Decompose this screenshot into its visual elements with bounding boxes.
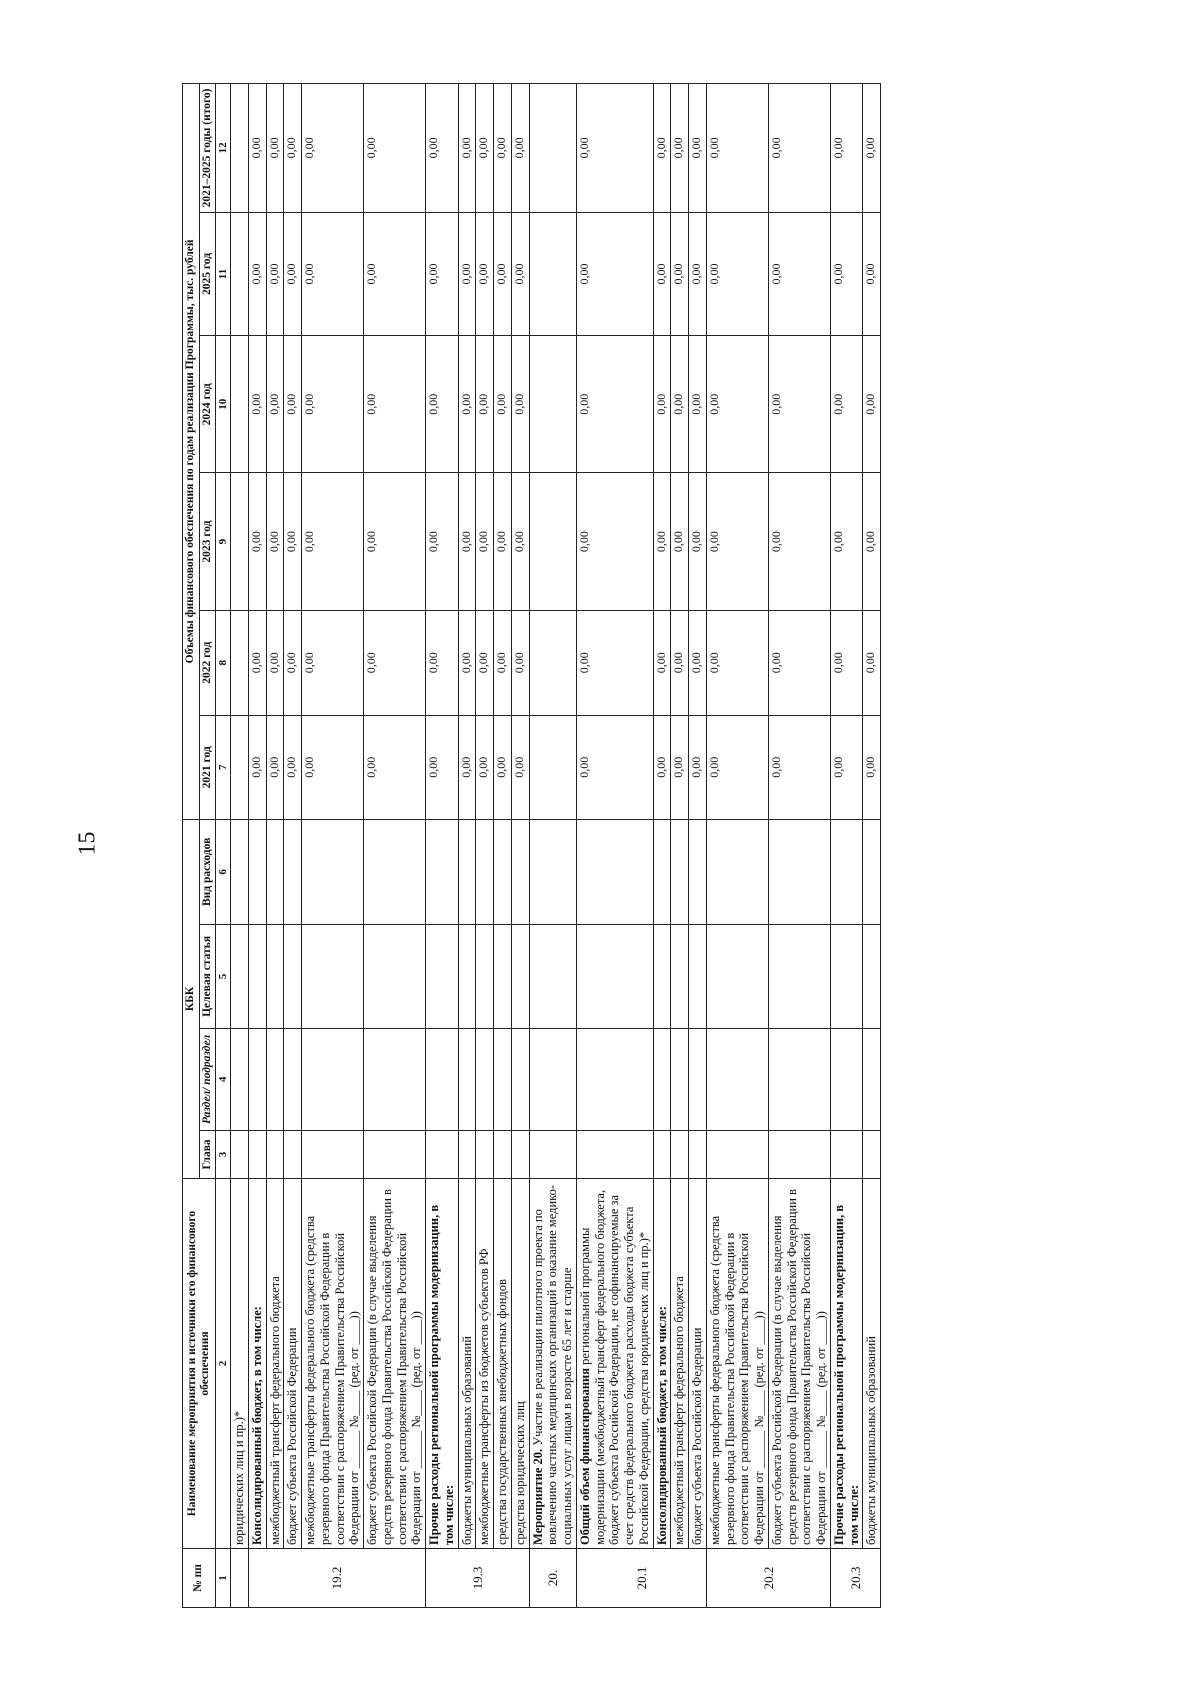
- kbk-cell: [284, 1130, 302, 1178]
- value-cell: 0,00: [458, 84, 476, 213]
- value-cell: [529, 212, 576, 335]
- kbk-cell: [494, 1028, 512, 1130]
- value-cell: 0,00: [426, 715, 459, 819]
- value-cell: 0,00: [458, 473, 476, 610]
- column-index-cell: 12: [216, 84, 231, 213]
- header-total: 2021–2025 годы (итого): [199, 84, 216, 213]
- value-cell: 0,00: [830, 715, 863, 819]
- kbk-cell: [863, 1130, 881, 1178]
- kbk-cell: [830, 1028, 863, 1130]
- header-tselevaya: Целевая статья: [199, 924, 216, 1028]
- kbk-cell: [494, 924, 512, 1028]
- kbk-cell: [653, 924, 671, 1028]
- column-index-cell: 9: [216, 473, 231, 610]
- value-cell: [231, 715, 249, 819]
- table-row: [671, 84, 689, 1608]
- value-cell: 0,00: [364, 473, 426, 610]
- value-cell: 0,00: [830, 212, 863, 335]
- value-cell: 0,00: [248, 212, 266, 335]
- kbk-cell: [266, 819, 284, 924]
- value-cell: 0,00: [426, 610, 459, 715]
- kbk-cell: [266, 1028, 284, 1130]
- column-index-cell: 7: [216, 715, 231, 819]
- kbk-cell: [671, 1130, 689, 1178]
- value-cell: 0,00: [706, 212, 768, 335]
- table-body: [231, 84, 881, 1608]
- kbk-cell: [231, 1028, 249, 1130]
- kbk-cell: [458, 924, 476, 1028]
- kbk-cell: [576, 1130, 653, 1178]
- value-cell: [231, 84, 249, 213]
- kbk-cell: [266, 924, 284, 1028]
- header-volumes: Объемы финансового обеспечения по годам реализации Программы, тыс. рублей: [183, 84, 200, 820]
- kbk-cell: [364, 819, 426, 924]
- value-cell: 0,00: [653, 84, 671, 213]
- value-cell: [529, 610, 576, 715]
- value-cell: [529, 715, 576, 819]
- kbk-cell: [689, 924, 707, 1028]
- value-cell: 0,00: [284, 336, 302, 473]
- value-cell: 0,00: [476, 715, 494, 819]
- kbk-cell: [689, 819, 707, 924]
- value-cell: 0,00: [511, 473, 529, 610]
- table-row: [476, 84, 494, 1608]
- value-cell: 0,00: [830, 336, 863, 473]
- value-cell: 0,00: [284, 212, 302, 335]
- value-cell: 0,00: [576, 715, 653, 819]
- kbk-cell: [511, 819, 529, 924]
- row-name: Консолидированный бюджет, в том числе:: [653, 1179, 671, 1549]
- value-cell: [231, 473, 249, 610]
- row-number: 19.2: [248, 1549, 425, 1608]
- kbk-cell: [863, 819, 881, 924]
- value-cell: 0,00: [302, 610, 364, 715]
- value-cell: 0,00: [302, 84, 364, 213]
- value-cell: 0,00: [248, 84, 266, 213]
- header-2023: 2023 год: [199, 473, 216, 610]
- header-2025: 2025 год: [199, 212, 216, 335]
- header-num: № пп: [183, 1549, 216, 1608]
- value-cell: 0,00: [768, 212, 830, 335]
- kbk-cell: [458, 1028, 476, 1130]
- kbk-cell: [231, 1130, 249, 1178]
- rotated-page: [182, 83, 1082, 1608]
- row-name: межбюджетные трансферты федерального бюджета (средства резервного фонда Правительства Российской Федерации в соответствии с распоряжением Правительства Российской Федерации от ______ №____ (ред. от ____)): [706, 1179, 768, 1549]
- table-row: [689, 84, 707, 1608]
- kbk-cell: [529, 924, 576, 1028]
- table-row: [248, 84, 266, 1608]
- value-cell: 0,00: [266, 473, 284, 610]
- row-name: юридических лиц и пр.)*: [231, 1179, 249, 1549]
- table-row: [529, 84, 576, 1608]
- kbk-cell: [458, 819, 476, 924]
- kbk-cell: [576, 1028, 653, 1130]
- kbk-cell: [476, 1130, 494, 1178]
- table-row: [302, 84, 364, 1608]
- kbk-cell: [529, 1028, 576, 1130]
- column-index-cell: 4: [216, 1028, 231, 1130]
- kbk-cell: [830, 819, 863, 924]
- row-name: бюджеты муниципальных образований: [863, 1179, 881, 1549]
- value-cell: 0,00: [248, 610, 266, 715]
- kbk-cell: [511, 1028, 529, 1130]
- value-cell: 0,00: [653, 610, 671, 715]
- header-2024: 2024 год: [199, 336, 216, 473]
- row-name: средства государственных внебюджетных фондов: [494, 1179, 512, 1549]
- kbk-cell: [671, 924, 689, 1028]
- value-cell: 0,00: [302, 715, 364, 819]
- value-cell: 0,00: [671, 84, 689, 213]
- value-cell: 0,00: [689, 336, 707, 473]
- row-name: бюджет субъекта Российской Федерации (в случае выделения средств резервного фонда Правительства Российской Федерации в соответствии с распоряжением Правительства Российской Федерации от ______ №____ (ред. от ____)): [768, 1179, 830, 1549]
- value-cell: 0,00: [458, 212, 476, 335]
- value-cell: [529, 336, 576, 473]
- value-cell: 0,00: [494, 610, 512, 715]
- value-cell: 0,00: [302, 336, 364, 473]
- value-cell: 0,00: [426, 336, 459, 473]
- value-cell: 0,00: [266, 610, 284, 715]
- header-kbk: КБК: [183, 819, 200, 1178]
- value-cell: 0,00: [364, 336, 426, 473]
- value-cell: 0,00: [284, 715, 302, 819]
- value-cell: [529, 84, 576, 213]
- value-cell: 0,00: [302, 212, 364, 335]
- row-name: бюджет субъекта Российской Федерации: [284, 1179, 302, 1549]
- value-cell: 0,00: [476, 473, 494, 610]
- row-name: Общий объем финансирования региональной программы модернизации (межбюджетный трансферт федерального бюджета, бюджет субъекта Российской Федерации, не софинансируемые за счет средств федерального бюджета расходы бюджета субъекта Российской Федерации, средства юридических лиц и пр.)*: [576, 1179, 653, 1549]
- kbk-cell: [364, 1130, 426, 1178]
- kbk-cell: [653, 1028, 671, 1130]
- value-cell: 0,00: [706, 84, 768, 213]
- header-razdel: Раздел/ подраздел: [199, 1028, 216, 1130]
- table-row: [768, 84, 830, 1608]
- kbk-cell: [494, 1130, 512, 1178]
- row-name: Консолидированный бюджет, в том числе:: [248, 1179, 266, 1549]
- kbk-cell: [830, 1130, 863, 1178]
- kbk-cell: [302, 924, 364, 1028]
- value-cell: 0,00: [511, 610, 529, 715]
- kbk-cell: [426, 1130, 459, 1178]
- row-name: Мероприятие 20. Участие в реализации пилотного проекта по вовлечению частных медицинских организаций в оказание медико-социальных услуг лицам в возрасте 65 лет и старше: [529, 1179, 576, 1549]
- value-cell: [231, 212, 249, 335]
- column-index-cell: 5: [216, 924, 231, 1028]
- value-cell: 0,00: [576, 473, 653, 610]
- value-cell: 0,00: [266, 336, 284, 473]
- table-row: [364, 84, 426, 1608]
- header-2022: 2022 год: [199, 610, 216, 715]
- value-cell: 0,00: [511, 715, 529, 819]
- kbk-cell: [248, 1028, 266, 1130]
- value-cell: 0,00: [494, 715, 512, 819]
- value-cell: 0,00: [458, 610, 476, 715]
- value-cell: 0,00: [689, 473, 707, 610]
- kbk-cell: [231, 819, 249, 924]
- value-cell: 0,00: [768, 610, 830, 715]
- kbk-cell: [511, 924, 529, 1028]
- kbk-cell: [458, 1130, 476, 1178]
- value-cell: 0,00: [494, 473, 512, 610]
- value-cell: 0,00: [863, 336, 881, 473]
- kbk-cell: [426, 924, 459, 1028]
- kbk-cell: [706, 1028, 768, 1130]
- value-cell: 0,00: [689, 610, 707, 715]
- column-index-cell: 2: [216, 1179, 231, 1549]
- row-name: межбюджетные трансферты из бюджетов субъектов РФ: [476, 1179, 494, 1549]
- value-cell: 0,00: [476, 212, 494, 335]
- row-number: 20.2: [706, 1549, 830, 1608]
- kbk-cell: [302, 1130, 364, 1178]
- row-name: межбюджетные трансферты федерального бюджета (средства резервного фонда Правительства Российской Федерации в соответствии с распоряжением Правительства Российской Федерации от ______ №____ (ред. от ____)): [302, 1179, 364, 1549]
- value-cell: 0,00: [706, 336, 768, 473]
- value-cell: 0,00: [476, 610, 494, 715]
- value-cell: 0,00: [511, 336, 529, 473]
- kbk-cell: [494, 819, 512, 924]
- value-cell: 0,00: [364, 610, 426, 715]
- kbk-cell: [248, 819, 266, 924]
- value-cell: 0,00: [248, 715, 266, 819]
- table-row: [706, 84, 768, 1608]
- value-cell: 0,00: [426, 212, 459, 335]
- row-name: межбюджетный трансферт федерального бюджета: [671, 1179, 689, 1549]
- kbk-cell: [364, 924, 426, 1028]
- value-cell: 0,00: [671, 212, 689, 335]
- value-cell: 0,00: [768, 473, 830, 610]
- column-index-cell: 11: [216, 212, 231, 335]
- value-cell: 0,00: [689, 84, 707, 213]
- value-cell: 0,00: [671, 336, 689, 473]
- value-cell: 0,00: [830, 473, 863, 610]
- header-glava: Глава: [199, 1130, 216, 1178]
- table-row: [653, 84, 671, 1608]
- row-number: 20.3: [830, 1549, 880, 1608]
- value-cell: 0,00: [653, 336, 671, 473]
- value-cell: 0,00: [266, 212, 284, 335]
- value-cell: 0,00: [364, 715, 426, 819]
- row-number: 20.1: [576, 1549, 706, 1608]
- column-index-cell: 10: [216, 336, 231, 473]
- value-cell: 0,00: [511, 212, 529, 335]
- table-row: [458, 84, 476, 1608]
- kbk-cell: [248, 924, 266, 1028]
- value-cell: 0,00: [266, 84, 284, 213]
- kbk-cell: [476, 1028, 494, 1130]
- kbk-cell: [653, 1130, 671, 1178]
- value-cell: 0,00: [576, 212, 653, 335]
- kbk-cell: [768, 1028, 830, 1130]
- value-cell: 0,00: [458, 336, 476, 473]
- row-name: межбюджетный трансферт федерального бюджета: [266, 1179, 284, 1549]
- value-cell: 0,00: [576, 336, 653, 473]
- value-cell: 0,00: [706, 473, 768, 610]
- row-number: 19.3: [426, 1549, 530, 1608]
- value-cell: 0,00: [458, 715, 476, 819]
- kbk-cell: [768, 924, 830, 1028]
- kbk-cell: [653, 819, 671, 924]
- value-cell: 0,00: [671, 610, 689, 715]
- row-name: бюджеты муниципальных образований: [458, 1179, 476, 1549]
- kbk-cell: [284, 1028, 302, 1130]
- value-cell: 0,00: [494, 84, 512, 213]
- kbk-cell: [706, 924, 768, 1028]
- value-cell: 0,00: [476, 84, 494, 213]
- kbk-cell: [671, 819, 689, 924]
- kbk-cell: [476, 819, 494, 924]
- value-cell: [529, 473, 576, 610]
- value-cell: 0,00: [830, 84, 863, 213]
- value-cell: 0,00: [426, 84, 459, 213]
- column-index-cell: 3: [216, 1130, 231, 1178]
- value-cell: 0,00: [266, 715, 284, 819]
- kbk-cell: [863, 924, 881, 1028]
- value-cell: 0,00: [863, 473, 881, 610]
- value-cell: 0,00: [863, 610, 881, 715]
- kbk-cell: [284, 924, 302, 1028]
- value-cell: 0,00: [576, 84, 653, 213]
- kbk-cell: [706, 1130, 768, 1178]
- value-cell: 0,00: [671, 473, 689, 610]
- kbk-cell: [671, 1028, 689, 1130]
- kbk-cell: [529, 819, 576, 924]
- kbk-cell: [529, 1130, 576, 1178]
- value-cell: 0,00: [653, 212, 671, 335]
- value-cell: 0,00: [863, 715, 881, 819]
- value-cell: 0,00: [689, 212, 707, 335]
- kbk-cell: [576, 819, 653, 924]
- value-cell: 0,00: [364, 84, 426, 213]
- kbk-cell: [248, 1130, 266, 1178]
- table-row: [284, 84, 302, 1608]
- value-cell: 0,00: [863, 212, 881, 335]
- value-cell: 0,00: [768, 715, 830, 819]
- value-cell: 0,00: [576, 610, 653, 715]
- value-cell: 0,00: [863, 84, 881, 213]
- row-number: 20.: [529, 1549, 576, 1608]
- row-name: бюджет субъекта Российской Федерации (в случае выделения средств резервного фонда Правительства Российской Федерации в соответствии с распоряжением Правительства Российской Федерации от ______ №____ (ред. от ____)): [364, 1179, 426, 1549]
- table-row: [863, 84, 881, 1608]
- table-row: [576, 84, 653, 1608]
- kbk-cell: [266, 1130, 284, 1178]
- kbk-cell: [830, 924, 863, 1028]
- row-name: средства юридических лиц: [511, 1179, 529, 1549]
- table-row: [426, 84, 459, 1608]
- header-name: Наименование мероприятия и источники его финансового обеспечения: [183, 1179, 216, 1549]
- table-row: [231, 84, 249, 1608]
- row-name: Прочие расходы региональной программы модернизации, в том числе:: [830, 1179, 863, 1549]
- header-2021: 2021 год: [199, 715, 216, 819]
- table-row: [511, 84, 529, 1608]
- value-cell: 0,00: [494, 336, 512, 473]
- value-cell: 0,00: [671, 715, 689, 819]
- financing-table: [182, 83, 881, 1608]
- value-cell: 0,00: [426, 473, 459, 610]
- column-index-row: [216, 84, 231, 1608]
- row-name: бюджет субъекта Российской Федерации: [689, 1179, 707, 1549]
- value-cell: 0,00: [248, 473, 266, 610]
- value-cell: 0,00: [653, 715, 671, 819]
- kbk-cell: [476, 924, 494, 1028]
- table-row: [494, 84, 512, 1608]
- kbk-cell: [689, 1028, 707, 1130]
- kbk-cell: [511, 1130, 529, 1178]
- value-cell: 0,00: [511, 84, 529, 213]
- value-cell: 0,00: [768, 336, 830, 473]
- value-cell: 0,00: [284, 473, 302, 610]
- kbk-cell: [706, 819, 768, 924]
- row-name: Прочие расходы региональной программы модернизации, в том числе:: [426, 1179, 459, 1549]
- value-cell: [231, 610, 249, 715]
- value-cell: 0,00: [706, 715, 768, 819]
- kbk-cell: [302, 819, 364, 924]
- table-row: [830, 84, 863, 1608]
- value-cell: 0,00: [653, 473, 671, 610]
- kbk-cell: [768, 819, 830, 924]
- column-index-cell: 8: [216, 610, 231, 715]
- value-cell: 0,00: [706, 610, 768, 715]
- kbk-cell: [231, 924, 249, 1028]
- value-cell: 0,00: [476, 336, 494, 473]
- column-index-cell: 1: [216, 1549, 231, 1608]
- kbk-cell: [302, 1028, 364, 1130]
- kbk-cell: [284, 819, 302, 924]
- value-cell: 0,00: [248, 336, 266, 473]
- kbk-cell: [426, 819, 459, 924]
- kbk-cell: [863, 1028, 881, 1130]
- header-vid: Вид расходов: [199, 819, 216, 924]
- value-cell: 0,00: [364, 212, 426, 335]
- column-index-cell: 6: [216, 819, 231, 924]
- value-cell: [231, 336, 249, 473]
- kbk-cell: [768, 1130, 830, 1178]
- page-number: 15: [74, 831, 101, 856]
- kbk-cell: [576, 924, 653, 1028]
- value-cell: 0,00: [284, 610, 302, 715]
- value-cell: 0,00: [830, 610, 863, 715]
- table-row: [266, 84, 284, 1608]
- kbk-cell: [426, 1028, 459, 1130]
- value-cell: 0,00: [494, 212, 512, 335]
- value-cell: 0,00: [302, 473, 364, 610]
- value-cell: 0,00: [768, 84, 830, 213]
- kbk-cell: [364, 1028, 426, 1130]
- value-cell: 0,00: [689, 715, 707, 819]
- value-cell: 0,00: [284, 84, 302, 213]
- kbk-cell: [689, 1130, 707, 1178]
- row-number: [231, 1549, 249, 1608]
